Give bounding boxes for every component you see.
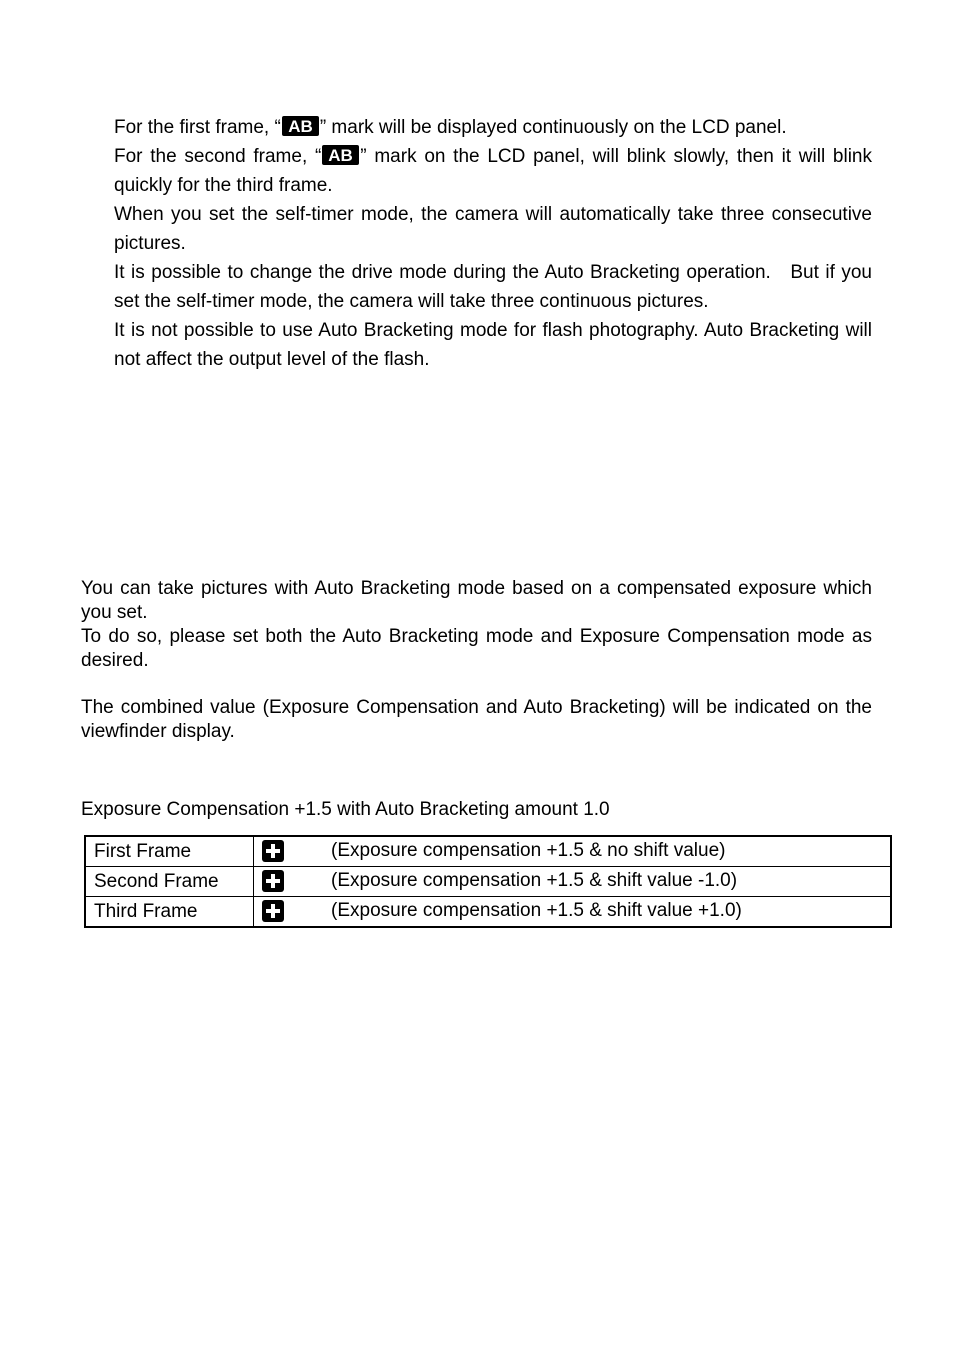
svg-text:AB: AB — [328, 146, 354, 165]
frame-value-cell — [254, 897, 892, 928]
note-first-frame-text-a: For the first frame, “ — [114, 117, 281, 138]
frame-description: (Exposure compensation +1.5 & shift value +1.0) — [331, 900, 742, 922]
table-row — [85, 867, 891, 897]
example-heading: Exposure Compensation +1.5 with Auto Bracketing amount 1.0 — [81, 799, 610, 820]
note-self-timer: When you set the self-timer mode, the camera will automatically take three consecutive pictures. — [114, 204, 872, 254]
note-second-frame-text-b: ” mark on the LCD panel, will blink slowly, then it will blink quickly for the third frame. — [114, 146, 872, 196]
table-row — [85, 897, 891, 928]
frame-table — [84, 835, 892, 928]
plus-compensation-icon — [262, 900, 284, 922]
ab-mark-icon — [282, 116, 319, 136]
svg-text:AB: AB — [288, 117, 313, 136]
ab-mark-icon — [322, 145, 359, 165]
paragraph-instructions: To do so, please set both the Auto Bracketing mode and Exposure Compensation mode as desired. — [81, 626, 872, 671]
frame-label: Third Frame — [85, 897, 254, 928]
note-drive-mode: It is possible to change the drive mode during the Auto Bracketing operation. But if you set the self-timer mode, the camera will take three continuous pictures. — [114, 262, 872, 312]
paragraph-intro: You can take pictures with Auto Bracketing mode based on a compensated exposure which you set. — [81, 578, 872, 623]
frame-value-cell — [254, 867, 892, 897]
plus-compensation-icon — [262, 840, 284, 862]
frame-label: Second Frame — [85, 867, 254, 897]
frame-value-cell — [254, 836, 892, 867]
table-row — [85, 836, 891, 867]
note-second-frame-text-a: For the second frame, “ — [114, 146, 322, 167]
note-flash: It is not possible to use Auto Bracketing mode for flash photography. Auto Bracketing will not affect the output level of the flash. — [114, 320, 872, 370]
frame-description: (Exposure compensation +1.5 & no shift value) — [331, 840, 726, 862]
frame-label: First Frame — [85, 836, 254, 867]
plus-compensation-icon — [262, 870, 284, 892]
frame-description: (Exposure compensation +1.5 & shift value -1.0) — [331, 870, 738, 892]
note-first-frame — [114, 113, 872, 142]
paragraph-combined-value: The combined value (Exposure Compensation and Auto Bracketing) will be indicated on the viewfinder display. — [81, 697, 872, 742]
note-second-frame — [114, 142, 872, 200]
note-first-frame-text-b: ” mark will be displayed continuously on the LCD panel. — [319, 117, 787, 138]
